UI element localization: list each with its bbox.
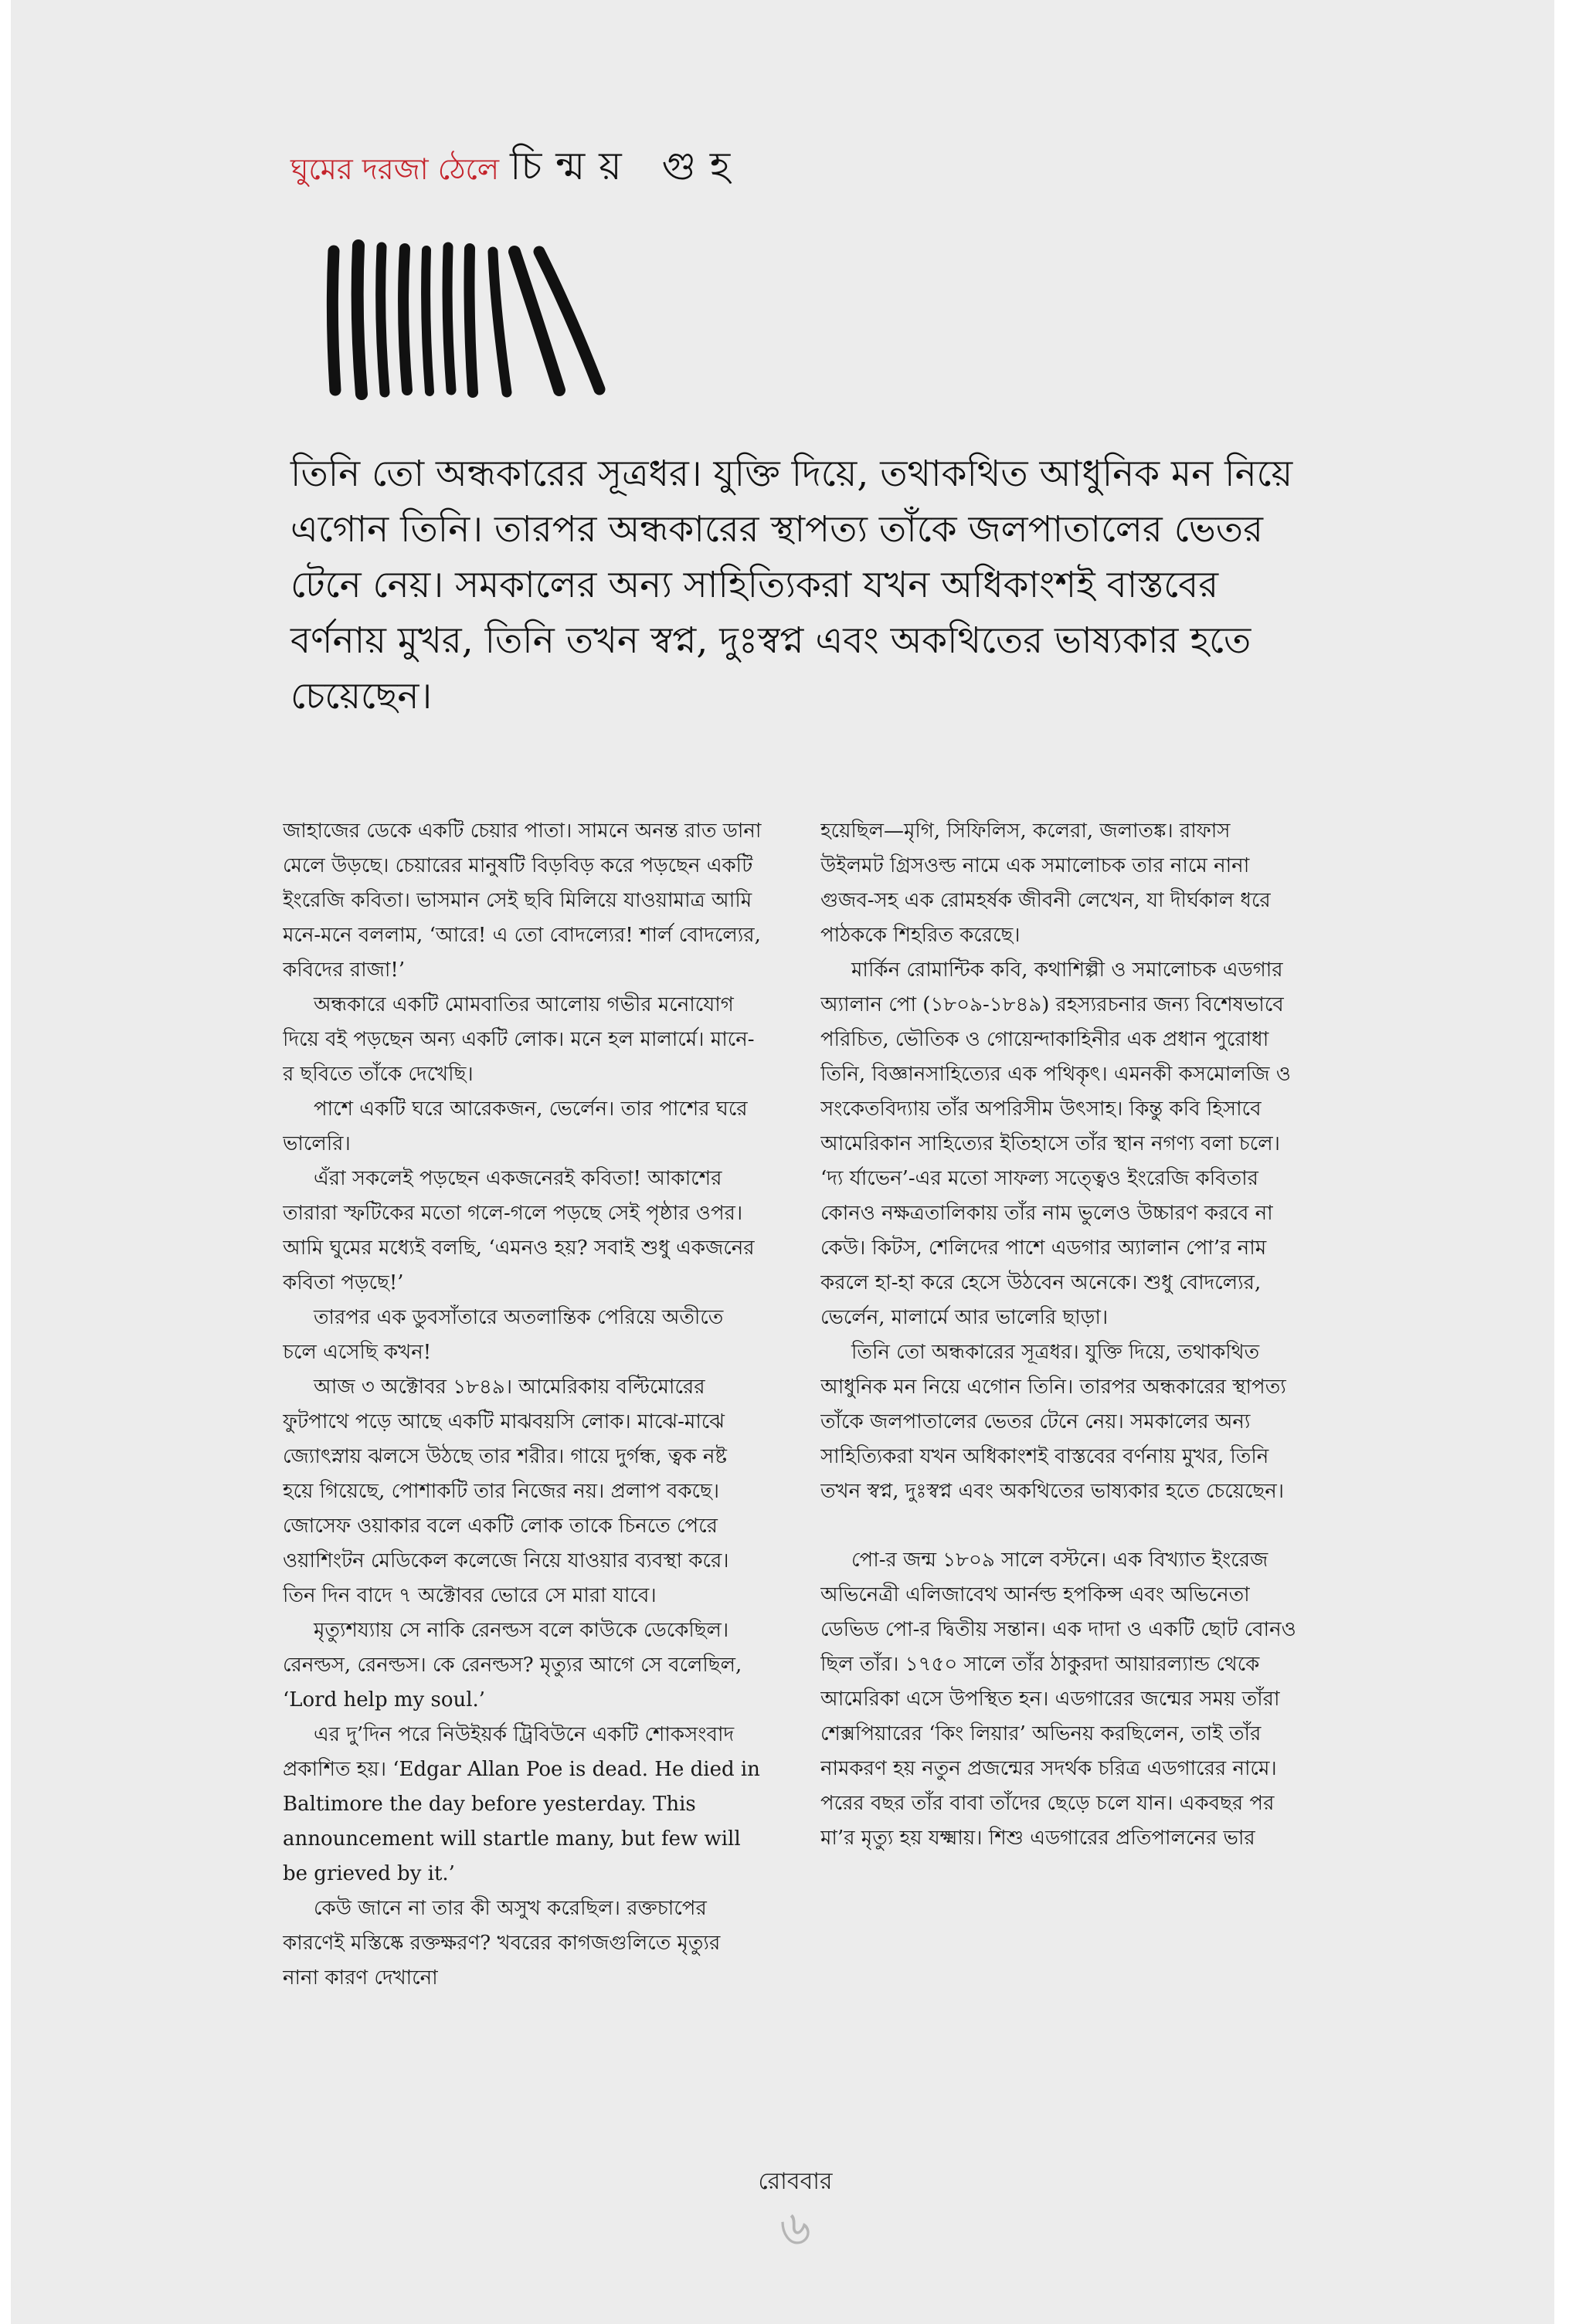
brush-stroke: [381, 247, 385, 392]
paragraph: পো-র জন্ম ১৮০৯ সালে বস্টনে। এক বিখ্যাত ইংরেজ অভিনেত্রী এলিজাবেথ আর্নল্ড হপকিন্স এবং অভিনেতা ডেভিড পো-র দ্বিতীয় সন্তান। এক দাদা ও একটি ছোট বোনও ছিল তাঁর। ১৭৫০ সালে তাঁর ঠাকুরদা আয়ারল্যান্ড থেকে আমেরিকা এসে উপস্থিত হন। এডগারের জন্মের সময় তাঁরা শেক্সপিয়ারের ‘কিং লিয়ার’ অভিনয় করছিলেন, তাই তাঁর নামকরণ হয় নতুন প্রজন্মের সদর্থক চরিত্র এডগারের নামে। পরের বছর তাঁর বাবা তাঁদের ছেড়ে চলে যান। একবছর পর মা’র মৃত্যু হয় যক্ষ্মায়। শিশু এডগারের প্রতিপালনের ভার: [820, 1549, 1296, 1850]
paragraph: পাশে একটি ঘরে আরেকজন, ভের্লেন। তার পাশের ঘরে ভালেরি।: [283, 1098, 748, 1155]
paragraph: মৃত্যুশয্যায় সে নাকি রেনল্ডস বলে কাউকে ডেকেছিল। রেনল্ডস, রেনল্ডস। কে রেনল্ডস? মৃত্যুর আগে সে বলেছিল, ‘Lord help my soul.’: [283, 1619, 742, 1712]
paragraph: হয়েছিল—মৃগি, সিফিলিস, কলেরা, জলাতঙ্ক। রাফাস উইলমট গ্রিসওল্ড নামে এক সমালোচক তার নামে নানা গুজব-সহ এক রোমহর্ষক জীবনী লেখেন, যা দীর্ঘকাল ধরে পাঠককে শিহরিত করেছে।: [820, 819, 1271, 947]
paragraph: কেউ জানে না তার কী অসুখ করেছিল। রক্তচাপের কারণেই মস্তিষ্কে রক্তক্ষরণ? খবরের কাগজগুলিতে মৃত্যুর নানা কারণ দেখানো: [283, 1897, 721, 1990]
magazine-page: [11, 0, 1554, 2324]
paragraph: মার্কিন রোমান্টিক কবি, কথাশিল্পী ও সমালোচক এডগার অ্যালান পো (১৮০৯-১৮৪৯) রহস্যরচনার জন্য বিশেষভাবে পরিচিত, ভৌতিক ও গোয়েন্দাকাহিনীর এক প্রধান পুরোধা তিনি, বিজ্ঞানসাহিত্যের এক পথিকৃৎ। এমনকী কসমোলজি ও সংকেতবিদ্যায় তাঁর অপরিসীম উৎসাহ। কিন্তু কবি হিসাবে আমেরিকান সাহিত্যের ইতিহাসে তাঁর স্থান নগণ্য বলা চলে। ‘দ্য র্যাভেন’-এর মতো সাফল্য সত্ত্বেও ইংরেজি কবিতার কোনও নক্ষত্রতালিকায় তাঁর নাম ভুলেও উচ্চারণ করবে না কেউ। কিটস, শেলিদের পাশে এডগার অ্যালান পো’র নাম করলে হা-হা করে হেসে উঠবেন অনেকে। শুধু বোদল্যের, ভের্লেন, মালার্মে আর ভালেরি ছাড়া।: [820, 958, 1291, 1329]
paragraph: তারপর এক ডুবসাঁতারে অতলান্তিক পেরিয়ে অতীতে চলে এসেছি কখন!: [283, 1306, 724, 1364]
brush-stroke: [493, 252, 507, 392]
page-footer: [11, 2163, 1569, 2256]
paragraph: জাহাজের ডেকে একটি চেয়ার পাতা। সামনে অনন্ত রাত ডানা মেলে উড়ছে। চেয়ারের মানুষটি বিড়বিড় করে পড়ছেন একটি ইংরেজি কবিতা। ভাসমান সেই ছবি মিলিয়ে যাওয়ামাত্র আমি মনে-মনে বললাম, ‘আরে! এ তো বোদল্যের! শার্ল বোদল্যের, কবিদের রাজা!’: [283, 819, 762, 982]
article-column-right: [820, 814, 1299, 2135]
paragraph: অন্ধকারে একটি মোমবাতির আলোয় গভীর মনোযোগ দিয়ে বই পড়ছেন অন্য একটি লোক। মনে হল মালার্মে। মানে-র ছবিতে তাঁকে দেখেছি।: [283, 993, 755, 1086]
magazine-name: রোববার: [758, 2168, 833, 2195]
brush-stroke: [403, 249, 407, 390]
page-number: ৬: [779, 2200, 811, 2256]
pull-quote-text: তিনি তো অন্ধকারের সূত্রধর। যুক্তি দিয়ে, তথাকথিত আধুনিক মন নিয়ে এগোন তিনি। তারপর অন্ধকারের স্থাপত্য তাঁকে জলপাতালের ভেতর টেনে নেয়। সমকালের অন্য সাহিত্যিকরা যখন অধিকাংশই বাস্তবের বর্ণনায় মুখর, তিনি তখন স্বপ্ন, দুঃস্বপ্ন এবং অকথিতের ভাষ্যকার হতে চেয়েছেন।: [290, 453, 1293, 718]
pull-quote: [290, 446, 1318, 724]
article-header: [290, 137, 744, 202]
paragraph: তিনি তো অন্ধকারের সূত্রধর। যুক্তি দিয়ে, তথাকথিত আধুনিক মন নিয়ে এগোন তিনি। তারপর অন্ধকারের স্থাপত্য তাঁকে জলপাতালের ভেতর টেনে নেয়। সমকালের অন্য সাহিত্যিকরা যখন অধিকাংশই বাস্তবের বর্ণনায় মুখর, তিনি তখন স্বপ্ন, দুঃস্বপ্ন এবং অকথিতের ভাষ্যকার হতে চেয়েছেন।: [820, 1341, 1286, 1503]
brush-stroke: [447, 247, 451, 390]
author-name: চিন্ময় গুহ: [510, 144, 745, 188]
paragraph: এঁরা সকলেই পড়ছেন একজনেরই কবিতা! আকাশের তারারা স্ফটিকের মতো গলে-গলে পড়ছে সেই পৃষ্ঠার ওপর। আমি ঘুমের মধ্যেই বলছি, ‘এমনও হয়? সবাই শুধু একজনের কবিতা পড়ছে!’: [283, 1167, 755, 1294]
brush-stroke: [332, 251, 335, 390]
series-title: ঘুমের দরজা ঠেলে: [290, 152, 500, 186]
paragraph: এর দু’দিন পরে নিউইয়র্ক ট্রিবিউনে একটি শোকসংবাদ প্রকাশিত হয়। ‘Edgar Allan Poe is dead. He died in Baltimore the day before yesterday. This announcement will startle many, but few will be grieved by it.’: [283, 1723, 760, 1885]
brush-stroke: [470, 249, 474, 392]
article-column-left: [283, 814, 762, 2135]
paragraph: আজ ৩ অক্টোবর ১৮৪৯। আমেরিকায় বল্টিমোরের ফুটপাথে পড়ে আছে একটি মাঝবয়সি লোক। মাঝে-মাঝে জ্যোৎস্নায় ঝলসে উঠছে তার শরীর। গায়ে দুর্গন্ধ, ত্বক নষ্ট হয়ে গিয়েছে, পোশাকটি তার নিজের নয়। প্রলাপ বকছে। জোসেফ ওয়াকার বলে একটি লোক তাকে চিনতে পেরে ওয়াশিংটন মেডিকেল কলেজে নিয়ে যাওয়ার ব্যবস্থা করে। তিন দিন বাদে ৭ অক্টোবর ভোরে সে মারা যাবে।: [283, 1376, 729, 1607]
brush-strokes-logo: [304, 232, 675, 402]
brush-stroke: [358, 246, 362, 394]
brush-stroke: [426, 250, 430, 392]
